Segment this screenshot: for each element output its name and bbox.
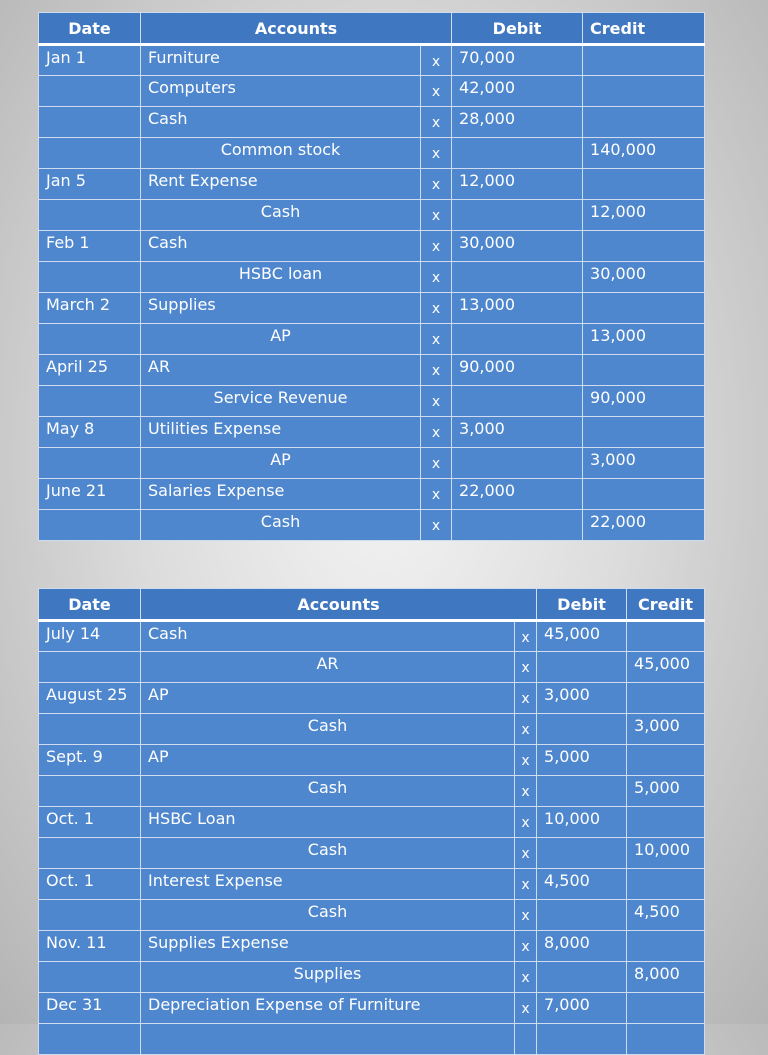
account-cell: AP <box>141 324 421 355</box>
date-cell <box>39 652 141 683</box>
credit-cell: 10,000 <box>627 838 705 869</box>
account-cell: Cash <box>141 510 421 541</box>
table-row <box>39 962 705 993</box>
credit-cell: 90,000 <box>583 386 705 417</box>
header-debit: Debit <box>452 13 583 45</box>
date-cell: June 21 <box>39 479 141 510</box>
table-row <box>39 138 705 169</box>
mark-cell: x <box>421 448 452 479</box>
table-row <box>39 1024 705 1055</box>
account-cell: Supplies Expense <box>141 931 515 962</box>
account-cell: Utilities Expense <box>141 417 421 448</box>
header-accounts: Accounts <box>141 13 452 45</box>
mark-cell: x <box>421 107 452 138</box>
credit-cell <box>627 745 705 776</box>
date-cell <box>39 262 141 293</box>
mark-cell: x <box>421 479 452 510</box>
debit-cell: 22,000 <box>452 479 583 510</box>
debit-cell <box>452 138 583 169</box>
mark-cell: x <box>515 652 537 683</box>
table-row <box>39 231 705 262</box>
table-row <box>39 838 705 869</box>
date-cell: May 8 <box>39 417 141 448</box>
table-row <box>39 807 705 838</box>
date-cell <box>39 714 141 745</box>
header-credit: Credit <box>583 13 705 45</box>
credit-cell <box>627 621 705 652</box>
debit-cell: 28,000 <box>452 107 583 138</box>
journal-table-1 <box>38 12 705 541</box>
debit-cell: 13,000 <box>452 293 583 324</box>
table-row <box>39 386 705 417</box>
account-cell: Depreciation Expense of Furniture <box>141 993 515 1024</box>
date-cell: Oct. 1 <box>39 807 141 838</box>
credit-cell <box>627 869 705 900</box>
account-cell: AP <box>141 683 515 714</box>
account-cell: Supplies <box>141 293 421 324</box>
credit-cell <box>583 107 705 138</box>
mark-cell: x <box>421 324 452 355</box>
table-row <box>39 45 705 76</box>
account-cell: Cash <box>141 714 515 745</box>
date-cell: Sept. 9 <box>39 745 141 776</box>
date-cell <box>39 776 141 807</box>
account-cell: Cash <box>141 200 421 231</box>
mark-cell: x <box>421 386 452 417</box>
date-cell: March 2 <box>39 293 141 324</box>
header-credit: Credit <box>627 589 705 621</box>
account-cell: AR <box>141 355 421 386</box>
mark-cell: x <box>421 293 452 324</box>
debit-cell: 12,000 <box>452 169 583 200</box>
debit-cell: 30,000 <box>452 231 583 262</box>
table-row <box>39 200 705 231</box>
account-cell: AR <box>141 652 515 683</box>
mark-cell: x <box>421 45 452 76</box>
credit-cell <box>627 993 705 1024</box>
account-cell: AP <box>141 448 421 479</box>
date-cell <box>39 962 141 993</box>
date-cell <box>39 510 141 541</box>
credit-cell <box>583 45 705 76</box>
table-row <box>39 76 705 107</box>
account-cell: Furniture <box>141 45 421 76</box>
header-date: Date <box>39 589 141 621</box>
mark-cell: x <box>421 262 452 293</box>
mark-cell: x <box>421 169 452 200</box>
debit-cell <box>452 510 583 541</box>
account-cell: Cash <box>141 838 515 869</box>
account-cell: Supplies <box>141 962 515 993</box>
journal-body-1 <box>39 45 705 541</box>
credit-cell: 5,000 <box>627 776 705 807</box>
table-row <box>39 714 705 745</box>
credit-cell <box>583 231 705 262</box>
table-row <box>39 683 705 714</box>
debit-cell: 8,000 <box>537 931 627 962</box>
table-row <box>39 621 705 652</box>
mark-cell: x <box>421 200 452 231</box>
journal-table-2 <box>38 588 705 1055</box>
date-cell: Dec 31 <box>39 993 141 1024</box>
account-cell: Salaries Expense <box>141 479 421 510</box>
debit-cell: 3,000 <box>452 417 583 448</box>
credit-cell: 22,000 <box>583 510 705 541</box>
debit-cell: 45,000 <box>537 621 627 652</box>
table-row <box>39 324 705 355</box>
debit-cell: 90,000 <box>452 355 583 386</box>
table-row <box>39 510 705 541</box>
debit-cell <box>452 324 583 355</box>
credit-cell <box>583 355 705 386</box>
header-date: Date <box>39 13 141 45</box>
account-cell: Interest Expense <box>141 869 515 900</box>
mark-cell: x <box>515 962 537 993</box>
credit-cell: 8,000 <box>627 962 705 993</box>
date-cell: July 14 <box>39 621 141 652</box>
account-cell: Cash <box>141 107 421 138</box>
credit-cell: 4,500 <box>627 900 705 931</box>
table-row <box>39 900 705 931</box>
debit-cell <box>452 200 583 231</box>
date-cell <box>39 138 141 169</box>
date-cell <box>39 900 141 931</box>
credit-cell <box>627 807 705 838</box>
account-cell: HSBC Loan <box>141 807 515 838</box>
credit-cell <box>583 417 705 448</box>
table-row <box>39 931 705 962</box>
table-row <box>39 993 705 1024</box>
account-cell: Cash <box>141 231 421 262</box>
table-row <box>39 107 705 138</box>
account-cell: HSBC loan <box>141 262 421 293</box>
table-row <box>39 448 705 479</box>
date-cell: April 25 <box>39 355 141 386</box>
credit-cell <box>627 931 705 962</box>
account-cell: AP <box>141 745 515 776</box>
account-cell: Cash <box>141 776 515 807</box>
table-row <box>39 355 705 386</box>
debit-cell: 10,000 <box>537 807 627 838</box>
debit-cell <box>537 962 627 993</box>
credit-cell: 30,000 <box>583 262 705 293</box>
debit-cell <box>537 900 627 931</box>
credit-cell <box>583 293 705 324</box>
account-cell: Service Revenue <box>141 386 421 417</box>
mark-cell <box>515 1024 537 1055</box>
table-row <box>39 169 705 200</box>
date-cell <box>39 107 141 138</box>
mark-cell: x <box>421 76 452 107</box>
date-cell: August 25 <box>39 683 141 714</box>
table-row <box>39 652 705 683</box>
date-cell <box>39 76 141 107</box>
debit-cell: 42,000 <box>452 76 583 107</box>
debit-cell <box>537 652 627 683</box>
credit-cell: 3,000 <box>583 448 705 479</box>
credit-cell: 12,000 <box>583 200 705 231</box>
debit-cell <box>537 838 627 869</box>
date-cell: Jan 5 <box>39 169 141 200</box>
date-cell: Nov. 11 <box>39 931 141 962</box>
header-accounts: Accounts <box>141 589 537 621</box>
debit-cell <box>537 776 627 807</box>
table-row <box>39 745 705 776</box>
date-cell <box>39 448 141 479</box>
journal-body-2 <box>39 621 705 1055</box>
table-row <box>39 479 705 510</box>
mark-cell: x <box>421 355 452 386</box>
date-cell <box>39 200 141 231</box>
date-cell: Feb 1 <box>39 231 141 262</box>
account-cell: Cash <box>141 621 515 652</box>
debit-cell <box>537 1024 627 1055</box>
mark-cell: x <box>515 776 537 807</box>
credit-cell: 45,000 <box>627 652 705 683</box>
credit-cell <box>583 169 705 200</box>
mark-cell: x <box>421 417 452 448</box>
debit-cell: 4,500 <box>537 869 627 900</box>
table-row <box>39 417 705 448</box>
date-cell <box>39 1024 141 1055</box>
mark-cell: x <box>421 138 452 169</box>
account-cell: Computers <box>141 76 421 107</box>
mark-cell: x <box>515 621 537 652</box>
debit-cell: 7,000 <box>537 993 627 1024</box>
mark-cell: x <box>515 931 537 962</box>
debit-cell: 5,000 <box>537 745 627 776</box>
mark-cell: x <box>421 510 452 541</box>
account-cell <box>141 1024 515 1055</box>
credit-cell: 13,000 <box>583 324 705 355</box>
header-debit: Debit <box>537 589 627 621</box>
debit-cell <box>537 714 627 745</box>
date-cell <box>39 386 141 417</box>
mark-cell: x <box>421 231 452 262</box>
date-cell <box>39 838 141 869</box>
mark-cell: x <box>515 900 537 931</box>
mark-cell: x <box>515 683 537 714</box>
mark-cell: x <box>515 807 537 838</box>
table-row <box>39 869 705 900</box>
mark-cell: x <box>515 838 537 869</box>
table-row <box>39 262 705 293</box>
account-cell: Cash <box>141 900 515 931</box>
table-row <box>39 776 705 807</box>
debit-cell: 70,000 <box>452 45 583 76</box>
mark-cell: x <box>515 745 537 776</box>
credit-cell: 140,000 <box>583 138 705 169</box>
debit-cell <box>452 262 583 293</box>
mark-cell: x <box>515 869 537 900</box>
mark-cell: x <box>515 714 537 745</box>
account-cell: Common stock <box>141 138 421 169</box>
credit-cell: 3,000 <box>627 714 705 745</box>
credit-cell <box>627 1024 705 1055</box>
mark-cell: x <box>515 993 537 1024</box>
credit-cell <box>583 76 705 107</box>
debit-cell <box>452 386 583 417</box>
table-row <box>39 293 705 324</box>
credit-cell <box>627 683 705 714</box>
debit-cell <box>452 448 583 479</box>
date-cell: Jan 1 <box>39 45 141 76</box>
account-cell: Rent Expense <box>141 169 421 200</box>
credit-cell <box>583 479 705 510</box>
date-cell: Oct. 1 <box>39 869 141 900</box>
debit-cell: 3,000 <box>537 683 627 714</box>
date-cell <box>39 324 141 355</box>
